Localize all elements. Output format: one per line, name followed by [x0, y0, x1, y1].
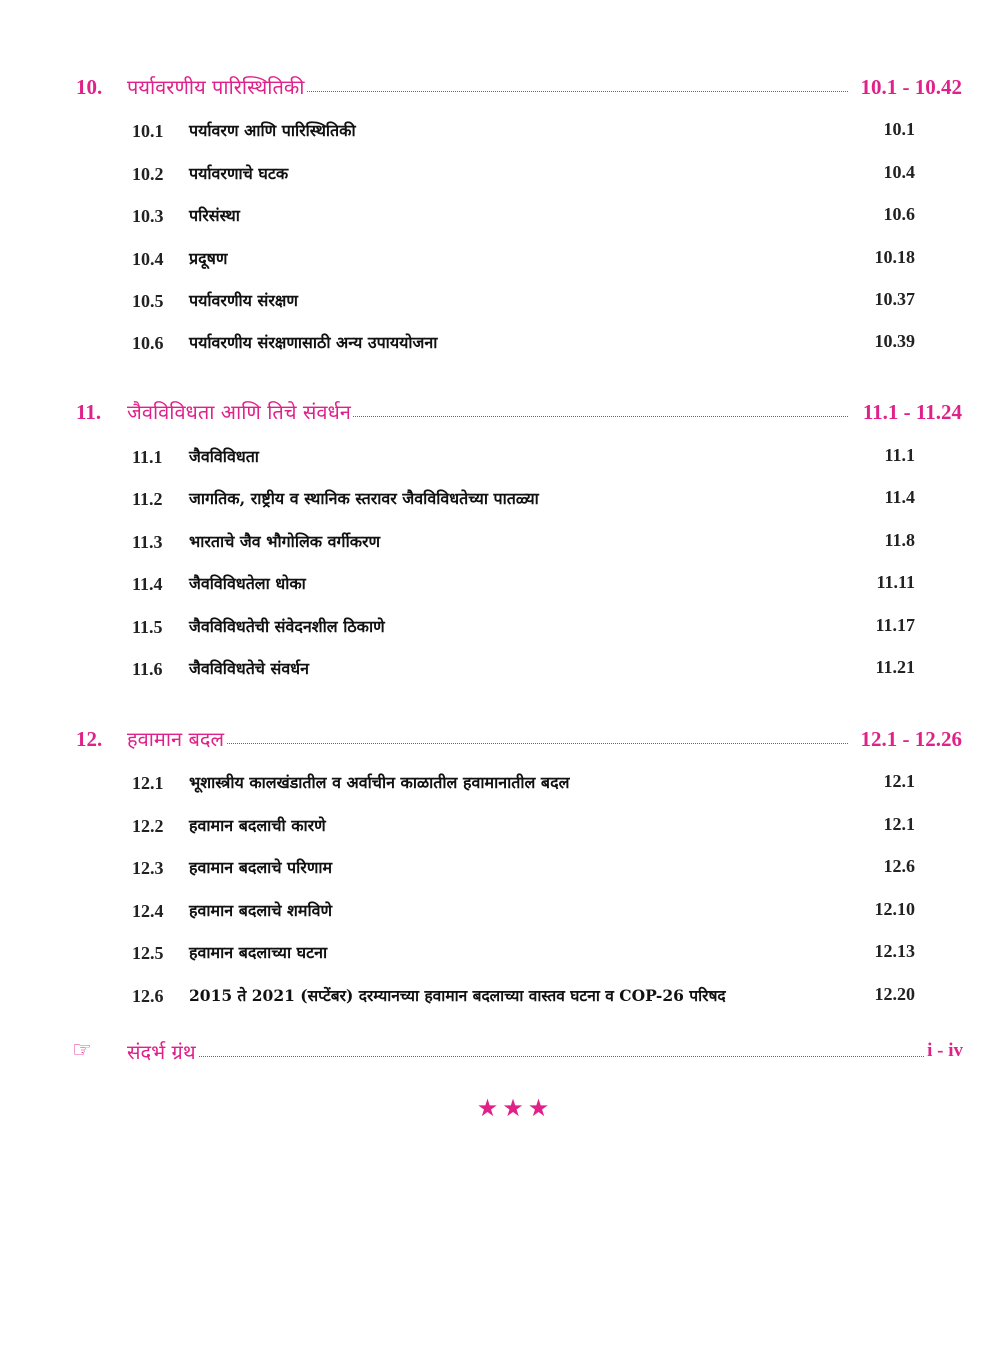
section-page: 12.1 [883, 771, 915, 791]
reference-page-range: i - iv [927, 1040, 963, 1061]
toc-entry [0, 445, 1000, 475]
section-page: 12.1 [883, 814, 915, 834]
toc-entry [0, 899, 1000, 929]
section-number: 12.5 [132, 943, 164, 963]
chapter-page-range: 10.1 - 10.42 [860, 75, 962, 99]
section-number: 10.4 [132, 249, 164, 269]
toc-entry [0, 941, 1000, 971]
section-page: 10.18 [874, 247, 915, 267]
toc-entry [0, 289, 1000, 319]
section-page: 12.20 [874, 984, 915, 1004]
section-page: 11.4 [884, 487, 915, 507]
section-title: हवामान बदलाच्या घटना [189, 943, 328, 962]
section-title: पर्यावरणाचे घटक [189, 164, 289, 183]
section-number: 10.3 [132, 206, 164, 226]
section-page: 10.4 [883, 162, 915, 182]
section-title: भारताचे जैव भौगोलिक वर्गीकरण [189, 532, 381, 551]
section-number: 10.6 [132, 333, 164, 353]
chapter-heading [0, 727, 1000, 767]
chapter-heading [0, 400, 1000, 440]
toc-entry [0, 119, 1000, 149]
section-title: परिसंस्था [189, 206, 240, 225]
section-page: 11.1 [884, 445, 915, 465]
section-title: भूशास्त्रीय कालखंडातील व अर्वाचीन काळातील हवामानातील बदल [189, 773, 570, 792]
chapter-page-range: 12.1 - 12.26 [860, 727, 962, 751]
toc-entry [0, 984, 1000, 1014]
section-page: 10.39 [874, 331, 915, 351]
section-number: 11.4 [132, 574, 163, 594]
toc-entry [0, 814, 1000, 844]
toc-entry [0, 530, 1000, 560]
toc-entry [0, 771, 1000, 801]
chapter-number: 10. [76, 75, 103, 99]
section-title: पर्यावरणीय संरक्षणासाठी अन्य उपाययोजना [189, 333, 438, 352]
section-number: 11.1 [132, 447, 163, 467]
section-page: 12.13 [874, 941, 915, 961]
section-title: हवामान बदलाचे परिणाम [189, 858, 333, 877]
dot-leader [127, 1056, 924, 1057]
section-title: जैवविविधतेचे संवर्धन [189, 659, 309, 678]
chapter-number: 11. [76, 400, 102, 424]
section-page: 10.37 [874, 289, 915, 309]
section-number: 10.1 [132, 121, 164, 141]
section-title: जागतिक, राष्ट्रीय व स्थानिक स्तरावर जैवविविधतेच्या पातळ्या [189, 489, 539, 508]
section-title: हवामान बदलाची कारणे [189, 816, 326, 835]
pointing-hand-icon: ☞ [72, 1038, 92, 1063]
section-page: 12.10 [874, 899, 915, 919]
section-title: जैवविविधता [189, 447, 259, 466]
section-page: 11.11 [876, 572, 915, 592]
chapter-title: जैवविविधता आणि तिचे संवर्धन [127, 400, 351, 424]
section-page: 10.6 [883, 204, 915, 224]
section-title: हवामान बदलाचे शमविणे [189, 901, 333, 920]
toc-entry [0, 487, 1000, 517]
section-number: 11.2 [132, 489, 163, 509]
chapter-number: 12. [76, 727, 103, 751]
section-title: पर्यावरणीय संरक्षण [189, 291, 298, 310]
section-number: 12.4 [132, 901, 164, 921]
toc-entry [0, 204, 1000, 234]
section-page: 12.6 [883, 856, 915, 876]
section-page: 11.17 [875, 615, 915, 635]
section-number: 12.3 [132, 858, 164, 878]
section-page: 11.21 [875, 657, 915, 677]
section-page: 10.1 [883, 119, 915, 139]
section-title: 2015 ते 2021 (सप्टेंबर) दरम्यानच्या हवामान बदलाच्या वास्तव घटना व COP-26 परिषद [189, 986, 726, 1005]
dot-leader [127, 743, 848, 744]
section-number: 11.6 [132, 659, 163, 679]
section-number: 12.1 [132, 773, 164, 793]
section-title: जैवविविधतेची संवेदनशील ठिकाणे [189, 617, 385, 636]
section-number: 10.2 [132, 164, 164, 184]
toc-entry [0, 657, 1000, 687]
section-title: प्रदूषण [189, 249, 228, 268]
star-ornament: ★★★ [476, 1094, 554, 1122]
chapter-title: पर्यावरणीय पारिस्थितिकी [127, 75, 305, 99]
toc-entry [0, 247, 1000, 277]
section-number: 11.5 [132, 617, 163, 637]
chapter-page-range: 11.1 - 11.24 [862, 400, 962, 424]
section-title: पर्यावरण आणि पारिस्थितिकी [189, 121, 356, 140]
chapter-heading [0, 75, 1000, 115]
toc-entry [0, 856, 1000, 886]
section-number: 11.3 [132, 532, 163, 552]
toc-entry [0, 615, 1000, 645]
section-title: जैवविविधतेला धोका [189, 574, 306, 593]
section-number: 10.5 [132, 291, 164, 311]
chapter-title: हवामान बदल [127, 727, 225, 751]
toc-entry [0, 572, 1000, 602]
toc-entry [0, 331, 1000, 361]
section-page: 11.8 [884, 530, 915, 550]
section-number: 12.6 [132, 986, 164, 1006]
reference-title: संदर्भ ग्रंथ [127, 1040, 196, 1064]
toc-entry [0, 162, 1000, 192]
section-number: 12.2 [132, 816, 164, 836]
reference-heading [0, 1038, 1000, 1078]
